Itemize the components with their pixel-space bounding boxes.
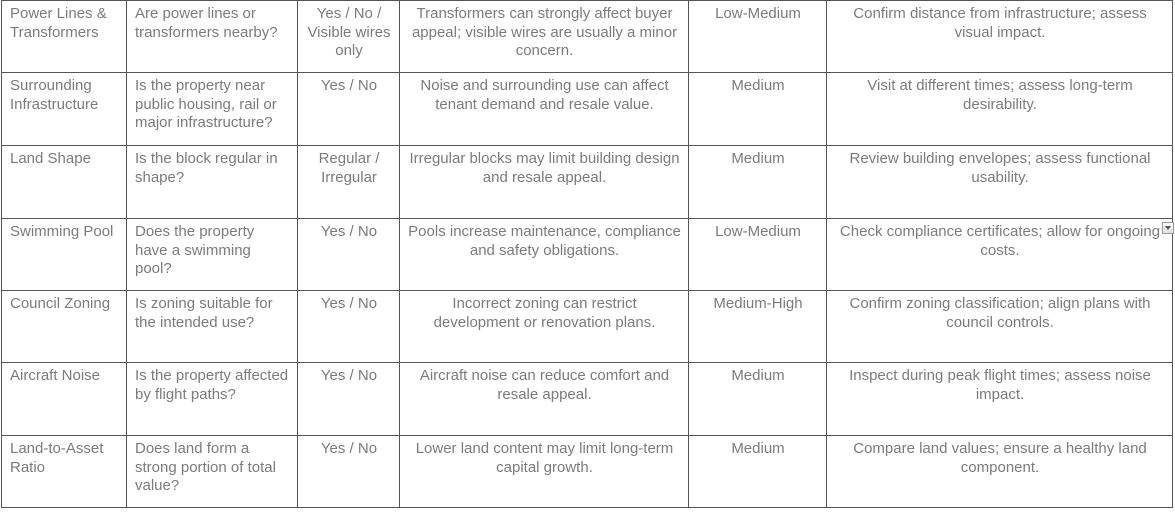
- risk-assessment-table: [1, 0, 1173, 508]
- action-cell[interactable]: Visit at different times; assess long-term desirability.: [827, 73, 1173, 146]
- risk-level-cell[interactable]: Medium: [689, 363, 827, 436]
- options-cell[interactable]: Yes / No / Visible wires only: [298, 1, 400, 73]
- risk-level-cell[interactable]: Low-Medium: [689, 1, 827, 73]
- feature-cell[interactable]: Land Shape: [2, 146, 127, 219]
- impact-cell[interactable]: Irregular blocks may limit building design and resale appeal.: [400, 146, 689, 219]
- question-cell[interactable]: Is the property affected by flight paths?: [127, 363, 298, 436]
- impact-cell[interactable]: Aircraft noise can reduce comfort and resale appeal.: [400, 363, 689, 436]
- action-cell[interactable]: Confirm distance from infrastructure; assess visual impact.: [827, 1, 1173, 73]
- risk-level-cell[interactable]: Medium: [689, 436, 827, 508]
- options-cell[interactable]: Yes / No: [298, 436, 400, 508]
- table-row: [2, 219, 1173, 291]
- options-cell[interactable]: Regular / Irregular: [298, 146, 400, 219]
- options-cell[interactable]: Yes / No: [298, 73, 400, 146]
- options-cell[interactable]: Yes / No: [298, 363, 400, 436]
- impact-cell[interactable]: Pools increase maintenance, compliance and safety obligations.: [400, 219, 689, 291]
- risk-level-cell[interactable]: Low-Medium: [689, 219, 827, 291]
- action-cell[interactable]: Check compliance certificates; allow for ongoing costs.: [827, 219, 1173, 291]
- question-cell[interactable]: Is the property near public housing, rail or major infrastructure?: [127, 73, 298, 146]
- question-cell[interactable]: Does land form a strong portion of total value?: [127, 436, 298, 508]
- feature-cell[interactable]: Power Lines & Transformers: [2, 1, 127, 73]
- chevron-down-icon[interactable]: [1162, 222, 1174, 234]
- risk-level-cell[interactable]: Medium: [689, 146, 827, 219]
- action-cell[interactable]: Inspect during peak flight times; assess noise impact.: [827, 363, 1173, 436]
- table-row: [2, 1, 1173, 73]
- feature-cell[interactable]: Aircraft Noise: [2, 363, 127, 436]
- options-cell[interactable]: Yes / No: [298, 291, 400, 363]
- question-cell[interactable]: Are power lines or transformers nearby?: [127, 1, 298, 73]
- impact-cell[interactable]: Transformers can strongly affect buyer appeal; visible wires are usually a minor concern.: [400, 1, 689, 73]
- table-row: [2, 146, 1173, 219]
- action-cell[interactable]: Confirm zoning classification; align plans with council controls.: [827, 291, 1173, 363]
- risk-level-cell[interactable]: Medium: [689, 73, 827, 146]
- action-cell[interactable]: Review building envelopes; assess functional usability.: [827, 146, 1173, 219]
- risk-level-cell[interactable]: Medium-High: [689, 291, 827, 363]
- table-row: [2, 436, 1173, 508]
- question-cell[interactable]: Is the block regular in shape?: [127, 146, 298, 219]
- feature-cell[interactable]: Council Zoning: [2, 291, 127, 363]
- action-cell[interactable]: Compare land values; ensure a healthy land component.: [827, 436, 1173, 508]
- options-cell[interactable]: Yes / No: [298, 219, 400, 291]
- impact-cell[interactable]: Lower land content may limit long-term capital growth.: [400, 436, 689, 508]
- feature-cell[interactable]: Surrounding Infrastructure: [2, 73, 127, 146]
- table-row: [2, 291, 1173, 363]
- question-cell[interactable]: Is zoning suitable for the intended use?: [127, 291, 298, 363]
- question-cell[interactable]: Does the property have a swimming pool?: [127, 219, 298, 291]
- impact-cell[interactable]: Noise and surrounding use can affect tenant demand and resale value.: [400, 73, 689, 146]
- table-row: [2, 73, 1173, 146]
- impact-cell[interactable]: Incorrect zoning can restrict development or renovation plans.: [400, 291, 689, 363]
- table-row: [2, 363, 1173, 436]
- feature-cell[interactable]: Swimming Pool: [2, 219, 127, 291]
- feature-cell[interactable]: Land-to-Asset Ratio: [2, 436, 127, 508]
